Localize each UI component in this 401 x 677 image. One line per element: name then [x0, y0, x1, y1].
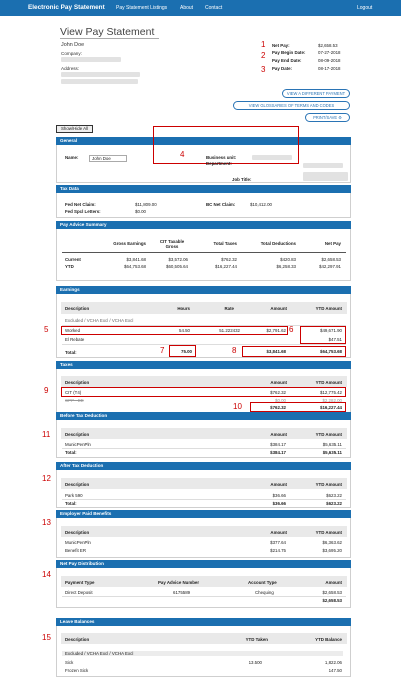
- annotation-2: 2: [261, 51, 266, 60]
- logout-link[interactable]: Logout: [357, 5, 373, 11]
- annotation-4: 4: [180, 150, 185, 159]
- leave-balances-header[interactable]: Leave Balances: [56, 618, 351, 626]
- npd-row-number: 6175589: [173, 590, 191, 595]
- net-pay-distribution-header[interactable]: Net Pay Distribution: [56, 560, 351, 568]
- employer-benefits-row2-amount: $214.75: [270, 548, 286, 553]
- after-tax-total-amount: $36.66: [272, 501, 286, 506]
- pay-end-label: Pay End Date:: [272, 58, 302, 63]
- address-label: Address:: [61, 66, 80, 71]
- earnings-total-rule: [62, 344, 346, 345]
- leave-sick-balance: 1,822.06: [324, 660, 342, 665]
- bc-net-claim-value: $10,412.00: [250, 202, 272, 207]
- pay-date-value: 08-17-2018: [318, 66, 341, 71]
- annotation-3: 3: [261, 65, 266, 74]
- pay-end-value: 08-09-2018: [318, 58, 341, 63]
- pay-advice-panel: [56, 229, 351, 281]
- after-tax-header[interactable]: After Tax Deduction: [56, 462, 351, 470]
- nav-contact[interactable]: Contact: [205, 5, 223, 11]
- npd-col-amount: Amount: [325, 580, 342, 585]
- annotation-5: 5: [44, 325, 49, 334]
- after-tax-row-amount: $36.66: [272, 493, 286, 498]
- employee-name: John Doe: [61, 42, 85, 48]
- taxes-cpp-ytd: $2,282.00: [322, 398, 342, 403]
- redacted-business-unit: [252, 155, 292, 160]
- pa-ytd-net: $42,297.91: [319, 264, 341, 269]
- annotation-6: 6: [289, 325, 294, 334]
- taxes-cpp-amount: $0.00: [275, 398, 286, 403]
- pa-current-net: $2,658.53: [321, 257, 341, 262]
- pa-col-net-pay: Net Pay: [324, 241, 341, 246]
- pay-date-label: Pay Date:: [272, 66, 293, 71]
- npd-col-account-type: Account Type: [248, 580, 277, 585]
- leave-col-ytd-taken: YTD Taken: [245, 637, 268, 642]
- employer-benefits-col-ytd: YTD Amount: [315, 530, 342, 535]
- earnings-ei-rebate-ytd: $47.51: [328, 337, 342, 342]
- before-tax-total-amount: $384.17: [270, 450, 286, 455]
- earnings-worked-rate: 51.222432: [219, 328, 240, 333]
- after-tax-total-label: Total:: [65, 501, 77, 506]
- general-header[interactable]: General: [56, 137, 351, 145]
- earnings-col-hours: Hours: [177, 306, 190, 311]
- redacted-department: [303, 163, 343, 168]
- tax-data-panel: [56, 193, 351, 218]
- before-tax-col-description: Description: [65, 432, 90, 437]
- fed-net-claim-value: $11,809.00: [135, 202, 157, 207]
- redacted-job-title: [303, 172, 348, 181]
- show-hide-all-button[interactable]: Show/Hide All: [56, 125, 93, 133]
- leave-group-label: Excluded / VCHA Excl / VCHA Excl: [62, 651, 343, 656]
- before-tax-total-label: Total:: [65, 450, 77, 455]
- earnings-ei-rebate-desc: El Rebate: [65, 337, 85, 342]
- earnings-header[interactable]: Earnings: [56, 286, 351, 294]
- annotation-10: 10: [233, 402, 242, 411]
- before-tax-total-ytd: $5,635.11: [322, 450, 342, 455]
- fed-spcl-letters-label: Fed Spcl Letters:: [65, 209, 101, 214]
- earnings-total-amount: $3,841.68: [266, 349, 286, 354]
- after-tax-col-description: Description: [65, 482, 90, 487]
- pa-row-current-label: Current: [65, 257, 81, 262]
- view-glossary-button[interactable]: VIEW GLOSSARIES OF TERMS AND CODES: [233, 101, 350, 110]
- earnings-col-amount: Amount: [270, 306, 287, 311]
- taxes-cit-ytd: $12,775.42: [320, 390, 342, 395]
- leave-frozen-sick-desc: Frozen Sick: [65, 668, 89, 673]
- taxes-col-ytd: YTD Amount: [315, 380, 342, 385]
- npd-row-type: Direct Deposit: [65, 590, 93, 595]
- redacted-address: [61, 72, 140, 77]
- npd-col-payment-type: Payment Type: [65, 580, 95, 585]
- taxes-total-ytd: $16,227.44: [320, 405, 342, 410]
- pa-col-gross: Gross Earnings: [113, 241, 146, 246]
- earnings-total-label: Total:: [65, 350, 77, 355]
- print-save-button[interactable]: [305, 113, 350, 122]
- company-label: Company:: [61, 51, 82, 56]
- print-save-label: PRINT/SAVE: [313, 115, 338, 120]
- pa-ytd-deductions: $6,258.33: [276, 264, 296, 269]
- redacted-address-line: [61, 79, 138, 84]
- view-different-payment-button[interactable]: VIEW A DIFFERENT PAYMENT: [282, 89, 350, 98]
- after-tax-col-amount: Amount: [270, 482, 287, 487]
- leave-col-ytd-balance: YTD Balance: [315, 637, 342, 642]
- print-icon: ⚙: [338, 115, 342, 120]
- top-navbar: [0, 0, 401, 16]
- employer-benefits-col-description: Description: [65, 530, 90, 535]
- pa-current-cit: $3,572.06: [168, 257, 188, 262]
- pa-current-deductions: $420.83: [280, 257, 296, 262]
- leave-sick-taken: 13.500: [248, 660, 262, 665]
- pa-ytd-cit: $60,505.64: [166, 264, 188, 269]
- employer-benefits-row1-amount: $377.64: [270, 540, 286, 545]
- redacted-company: [61, 57, 121, 62]
- net-pay-value: $2,658.53: [318, 43, 338, 48]
- annotation-13: 13: [42, 518, 51, 527]
- earnings-group-label: Excluded / VCHA Excl / VCHA Excl: [65, 318, 134, 323]
- nav-pay-statement-listings[interactable]: Pay Statement Listings: [116, 5, 168, 11]
- tax-data-header[interactable]: Tax Data: [56, 185, 351, 193]
- title-divider: [60, 38, 159, 39]
- after-tax-row-desc: Park 590: [65, 493, 83, 498]
- name-label: Name:: [65, 155, 79, 160]
- annotation-8: 8: [232, 346, 237, 355]
- npd-total-amount: $2,658.53: [322, 598, 342, 603]
- pa-current-taxes: $762.32: [221, 257, 237, 262]
- earnings-total-hours: 75.00: [181, 349, 192, 354]
- pa-row-ytd-label: YTD: [65, 264, 74, 269]
- annotation-14: 14: [42, 570, 51, 579]
- taxes-total-amount: $762.32: [270, 405, 286, 410]
- earnings-worked-desc: Worked: [65, 328, 81, 333]
- leave-frozen-sick-balance: 147.50: [328, 668, 342, 673]
- app-brand[interactable]: Electronic Pay Statement: [28, 4, 105, 11]
- earnings-col-ytd: YTD Amount: [315, 306, 342, 311]
- taxes-col-amount: Amount: [270, 380, 287, 385]
- employer-benefits-row1-desc: MunicPenPln: [65, 540, 91, 545]
- npd-row-account: Chequing: [255, 590, 274, 595]
- before-tax-row-desc: MunicPenPln: [65, 442, 91, 447]
- pay-begin-label: Pay Begin Date:: [272, 50, 306, 55]
- taxes-cit-desc: CIT (T4): [65, 390, 82, 395]
- pay-begin-value: 07-27-2018: [318, 50, 341, 55]
- after-tax-col-ytd: YTD Amount: [315, 482, 342, 487]
- employer-benefits-col-amount: Amount: [270, 530, 287, 535]
- npd-col-advice-number: Pay Advice Number: [158, 580, 200, 585]
- annotation-9: 9: [44, 386, 49, 395]
- name-value: John Doe: [89, 155, 127, 162]
- earnings-worked-hours: 54.50: [179, 328, 190, 333]
- after-tax-total-ytd: $623.22: [326, 501, 342, 506]
- business-unit-label: Business unit:: [206, 155, 237, 160]
- earnings-col-description: Description: [65, 306, 90, 311]
- employer-benefits-header[interactable]: Employer Paid Benefits: [56, 510, 351, 518]
- employer-benefits-row2-ytd: $3,695.20: [322, 548, 342, 553]
- before-tax-col-amount: Amount: [270, 432, 287, 437]
- pa-col-cit-taxable: CIT Taxable Gross: [159, 239, 185, 249]
- page-title: View Pay Statement: [60, 26, 155, 38]
- earnings-col-rate: Rate: [224, 306, 234, 311]
- pa-col-total-deductions: Total Deductions: [260, 241, 296, 246]
- net-pay-label: Net Pay:: [272, 43, 290, 48]
- department-label: Department:: [206, 161, 232, 166]
- pa-current-gross: $3,841.68: [126, 257, 146, 262]
- annotation-15: 15: [42, 633, 51, 642]
- leave-col-description: Description: [65, 637, 90, 642]
- earnings-worked-amount: $2,791.62: [266, 328, 286, 333]
- nav-about[interactable]: About: [180, 5, 194, 11]
- before-tax-row-ytd: $5,635.11: [322, 442, 342, 447]
- annotation-7: 7: [160, 346, 165, 355]
- after-tax-total-rule: [62, 499, 346, 500]
- annotation-11: 11: [42, 430, 51, 439]
- pa-ytd-gross: $64,753.68: [124, 264, 146, 269]
- pa-col-total-taxes: Total Taxes: [213, 241, 237, 246]
- employer-benefits-row1-ytd: $6,363.62: [322, 540, 342, 545]
- fed-spcl-letters-value: $0.00: [135, 209, 146, 214]
- annotation-1: 1: [261, 40, 266, 49]
- taxes-cit-amount: $762.32: [270, 390, 286, 395]
- pay-advice-header[interactable]: Pay Advice Summary: [56, 221, 351, 229]
- taxes-col-description: Description: [65, 380, 90, 385]
- job-title-label: Job Title:: [232, 177, 252, 182]
- leave-sick-desc: Sick: [65, 660, 74, 665]
- pa-ytd-taxes: $16,227.44: [215, 264, 237, 269]
- fed-net-claim-label: Fed Net Claim:: [65, 202, 96, 207]
- taxes-cpp-desc: CPP - EE: [65, 398, 84, 403]
- annotation-12: 12: [42, 474, 51, 483]
- before-tax-row-amount: $384.17: [270, 442, 286, 447]
- after-tax-row-ytd: $623.22: [326, 493, 342, 498]
- pa-header-rule: [62, 252, 346, 253]
- npd-total-rule: [62, 596, 346, 597]
- earnings-worked-ytd: $49,671.90: [320, 328, 342, 333]
- employer-benefits-row2-desc: Benefit ER: [65, 548, 86, 553]
- bc-net-claim-label: BC Net Claim:: [206, 202, 236, 207]
- before-tax-total-rule: [62, 448, 346, 449]
- npd-table-header: [61, 576, 347, 587]
- earnings-total-ytd: $64,753.68: [320, 349, 342, 354]
- taxes-header[interactable]: Taxes: [56, 361, 351, 369]
- npd-row-amount: $2,658.53: [322, 590, 342, 595]
- before-tax-header[interactable]: Before Tax Deduction: [56, 412, 351, 420]
- before-tax-col-ytd: YTD Amount: [315, 432, 342, 437]
